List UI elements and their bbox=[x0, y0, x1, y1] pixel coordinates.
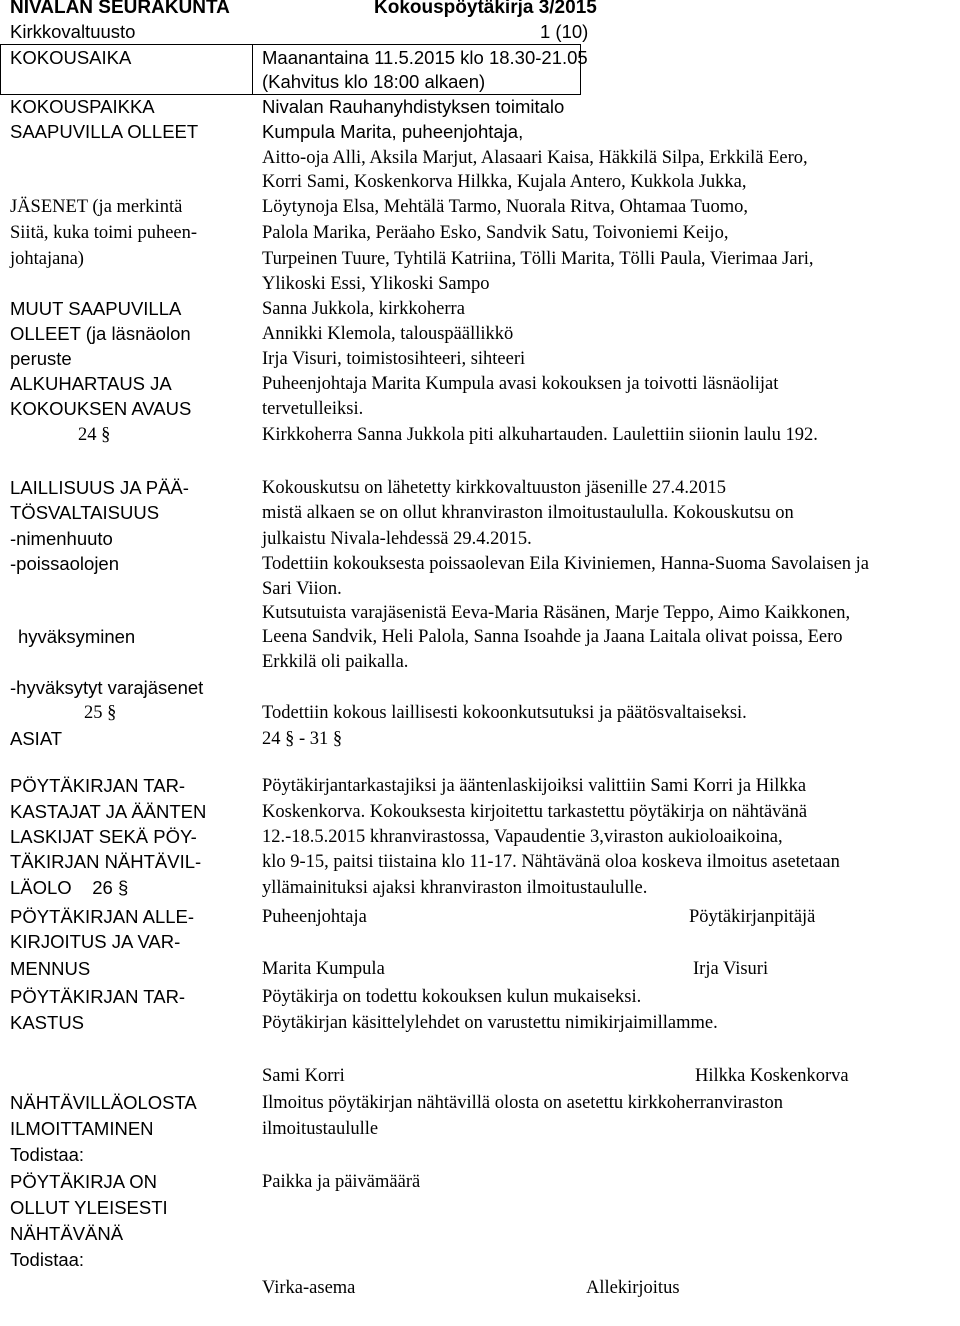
meeting-time-label: KOKOUSAIKA bbox=[10, 47, 132, 68]
agenda-value: 24 § - 31 § bbox=[262, 729, 343, 749]
header-divider bbox=[0, 44, 580, 45]
meeting-time-value: Maanantaina 11.5.2015 klo 18.30-21.05 bbox=[262, 47, 588, 68]
public-label-line: OLLUT YLEISESTI bbox=[10, 1197, 168, 1218]
meeting-body: Kirkkovaltuusto bbox=[10, 21, 136, 42]
chair-name: Marita Kumpula bbox=[262, 959, 385, 979]
legality-label-line: LAILLISUUS JA PÄÄ- bbox=[10, 477, 189, 498]
inspectors-label-line: LASKIJAT SEKÄ PÖY- bbox=[10, 826, 197, 847]
public-label-line: Todistaa: bbox=[10, 1249, 85, 1270]
notice-text-line: Ilmoitus pöytäkirjan nähtävillä olosta on asetettu kirkkoherranviraston bbox=[262, 1093, 783, 1113]
notice-label-line: NÄHTÄVILLÄOLOSTA bbox=[10, 1092, 197, 1113]
verification-text-line: Pöytäkirjan käsittelylehdet on varustettu nimikirjaimillamme. bbox=[262, 1013, 718, 1033]
meeting-place-value: Nivalan Rauhanyhdistyksen toimitalo bbox=[262, 96, 565, 117]
inspector-name: Sami Korri bbox=[262, 1066, 345, 1086]
opening-label-line: KOKOUKSEN AVAUS bbox=[10, 398, 192, 419]
legality-label-line: -hyväksytyt varajäsenet bbox=[10, 677, 204, 698]
members-label-line: Siitä, kuka toimi puheen- bbox=[10, 223, 198, 243]
position-label: Virka-asema bbox=[262, 1278, 356, 1298]
inspectors-text-line: Pöytäkirjantarkastajiksi ja ääntenlaskijoiksi valittiin Sami Korri ja Hilkka bbox=[262, 776, 807, 796]
signing-label-line: MENNUS bbox=[10, 958, 91, 979]
legality-text-line: Todettiin kokouksesta poissaolevan Eila Kiviniemen, Hanna-Suoma Savolaisen ja bbox=[262, 554, 870, 574]
attendee-line: Palola Marika, Peräaho Esko, Sandvik Satu, Toivoniemi Keijo, bbox=[262, 223, 729, 243]
attendee-line: Ylikoski Essi, Ylikoski Sampo bbox=[262, 274, 490, 294]
opening-text-line: tervetulleiksi. bbox=[262, 399, 364, 419]
attendee-line: Turpeinen Tuure, Tyhtilä Katriina, Tölli Marita, Tölli Paula, Vierimaa Jari, bbox=[262, 249, 814, 269]
attendee-line: Korri Sami, Koskenkorva Hilkka, Kujala Antero, Kukkola Jukka, bbox=[262, 172, 747, 192]
public-label-line: PÖYTÄKIRJA ON bbox=[10, 1171, 158, 1192]
secretary-name: Irja Visuri bbox=[693, 959, 769, 979]
signing-label-line: KIRJOITUS JA VAR- bbox=[10, 931, 181, 952]
legality-label-line: -poissaolojen bbox=[10, 553, 120, 574]
inspectors-label-line: KASTAJAT JA ÄÄNTEN bbox=[10, 801, 207, 822]
chair-role: Puheenjohtaja bbox=[262, 907, 367, 927]
notice-text-line: ilmoitustaululle bbox=[262, 1119, 379, 1139]
table-left-border bbox=[0, 44, 1, 94]
legality-text-line: Kokouskutsu on lähetetty kirkkovaltuuston jäsenille 27.4.2015 bbox=[262, 478, 726, 498]
signing-label-line: PÖYTÄKIRJAN ALLE- bbox=[10, 906, 195, 927]
attendee-line: Aitto-oja Alli, Aksila Marjut, Alasaari Kaisa, Häkkilä Silpa, Erkkilä Eero, bbox=[262, 148, 808, 168]
signature-label: Allekirjoitus bbox=[586, 1278, 680, 1298]
other-attendee-line: Annikki Klemola, talouspäällikkö bbox=[262, 324, 514, 344]
place-date-label: Paikka ja päivämäärä bbox=[262, 1172, 421, 1192]
verification-label-line: PÖYTÄKIRJAN TAR- bbox=[10, 986, 186, 1007]
legality-text-line: Leena Sandvik, Heli Palola, Sanna Isoahde ja Jaana Laitala olivat poissa, Eero bbox=[262, 627, 843, 647]
inspectors-text-line: yllämainituksi ajaksi khranviraston ilmoitustaululle. bbox=[262, 878, 648, 898]
other-attendee-line: Sanna Jukkola, kirkkoherra bbox=[262, 299, 465, 319]
legality-text-line: mistä alkaen se on ollut khranviraston ilmoitustaululla. Kokouskutsu on bbox=[262, 503, 794, 523]
legality-label-line: hyväksyminen bbox=[18, 626, 136, 647]
others-label-line: MUUT SAAPUVILLA bbox=[10, 298, 182, 319]
verification-text-line: Pöytäkirja on todettu kokouksen kulun mukaiseksi. bbox=[262, 987, 642, 1007]
opening-text-line: Puheenjohtaja Marita Kumpula avasi kokouksen ja toivotti läsnäolijat bbox=[262, 374, 779, 394]
inspectors-text-line: Koskenkorva. Kokouksesta kirjoitettu tarkastettu pöytäkirja on nähtävänä bbox=[262, 802, 808, 822]
secretary-role: Pöytäkirjanpitäjä bbox=[689, 907, 816, 927]
page-number: 1 (10) bbox=[540, 21, 589, 42]
table-column-divider bbox=[252, 44, 253, 94]
verification-label-line: KASTUS bbox=[10, 1012, 85, 1033]
inspectors-label-line: LÄOLO 26 § bbox=[10, 877, 129, 898]
meeting-place-label: KOKOUSPAIKKA bbox=[10, 96, 155, 117]
legality-section-number: 25 § bbox=[84, 703, 117, 723]
opening-text-line: Kirkkoherra Sanna Jukkola piti alkuhartauden. Laulettiin siionin laulu 192. bbox=[262, 425, 818, 445]
inspectors-text-line: klo 9-15, paitsi tiistaina klo 11-17. Nähtävänä oloa koskeva ilmoitus asetetaan bbox=[262, 852, 840, 872]
notice-label-line: ILMOITTAMINEN bbox=[10, 1118, 154, 1139]
legality-text-line: Kutsutuista varajäsenistä Eeva-Maria Räsänen, Marje Teppo, Aimo Kaikkonen, bbox=[262, 603, 851, 623]
document-title: Kokouspöytäkirja 3/2015 bbox=[374, 0, 597, 18]
members-label-line: JÄSENET (ja merkintä bbox=[10, 197, 183, 217]
others-label-line: peruste bbox=[10, 348, 72, 369]
legality-text-line: Erkkilä oli paikalla. bbox=[262, 652, 409, 672]
legality-text-line: Sari Viion. bbox=[262, 579, 342, 599]
legality-text-line: Todettiin kokous laillisesti kokoonkutsutuksi ja päätösvaltaiseksi. bbox=[262, 703, 747, 723]
meeting-time-note: (Kahvitus klo 18:00 alkaen) bbox=[262, 71, 486, 92]
agenda-label: ASIAT bbox=[10, 728, 63, 749]
public-label-line: NÄHTÄVÄNÄ bbox=[10, 1223, 124, 1244]
attendees-label: SAAPUVILLA OLLEET bbox=[10, 121, 199, 142]
inspectors-text-line: 12.-18.5.2015 khranvirastossa, Vapaudentie 3,viraston aukioloaikoina, bbox=[262, 827, 783, 847]
attendee-line: Kumpula Marita, puheenjohtaja, bbox=[262, 121, 524, 142]
legality-label-line: TÖSVALTAISUUS bbox=[10, 502, 160, 523]
other-attendee-line: Irja Visuri, toimistosihteeri, sihteeri bbox=[262, 349, 526, 369]
inspectors-label-line: TÄKIRJAN NÄHTÄVIL- bbox=[10, 851, 202, 872]
notice-label-line: Todistaa: bbox=[10, 1144, 85, 1165]
opening-section-number: 24 § bbox=[78, 425, 111, 445]
inspectors-label-line: PÖYTÄKIRJAN TAR- bbox=[10, 775, 186, 796]
attendee-line: Löytynoja Elsa, Mehtälä Tarmo, Nuorala Ritva, Ohtamaa Tuomo, bbox=[262, 197, 748, 217]
legality-text-line: julkaistu Nivala-lehdessä 29.4.2015. bbox=[262, 529, 532, 549]
opening-label-line: ALKUHARTAUS JA bbox=[10, 373, 172, 394]
org-name: NIVALAN SEURAKUNTA bbox=[10, 0, 230, 18]
inspector-name: Hilkka Koskenkorva bbox=[695, 1066, 849, 1086]
others-label-line: OLLEET (ja läsnäolon bbox=[10, 323, 191, 344]
legality-label-line: -nimenhuuto bbox=[10, 528, 113, 549]
members-label-line: johtajana) bbox=[10, 249, 84, 269]
